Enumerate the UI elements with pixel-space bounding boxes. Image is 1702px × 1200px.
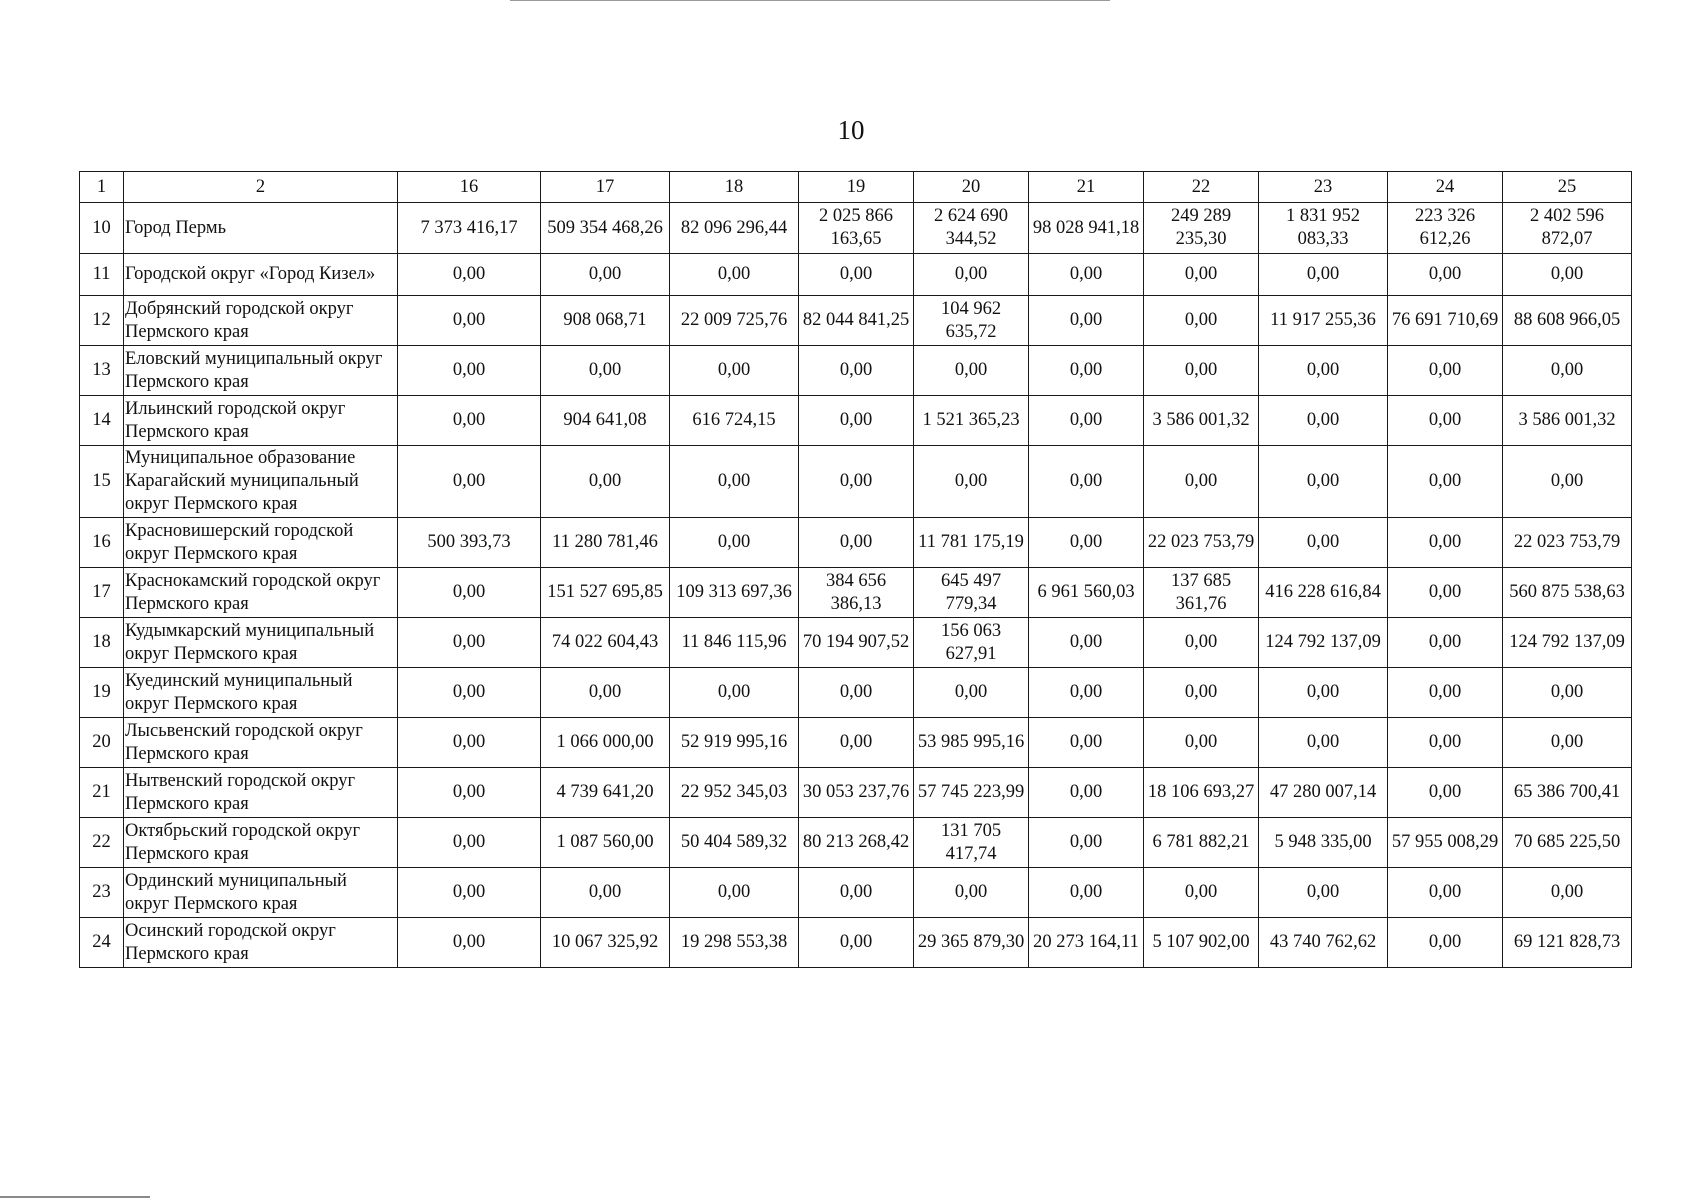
- value-cell: 0,00: [1029, 668, 1144, 718]
- value-cell: 560 875 538,63: [1503, 568, 1632, 618]
- table-row: [80, 396, 1632, 446]
- value-cell: 1 087 560,00: [541, 818, 670, 868]
- row-number-cell: 20: [80, 718, 124, 768]
- value-cell: 0,00: [670, 254, 799, 296]
- value-cell: 0,00: [398, 768, 541, 818]
- value-cell: 0,00: [670, 868, 799, 918]
- table-body: [80, 203, 1632, 968]
- value-cell: 18 106 693,27: [1144, 768, 1259, 818]
- value-cell: 0,00: [398, 346, 541, 396]
- value-cell: 0,00: [670, 446, 799, 518]
- value-cell: 43 740 762,62: [1259, 918, 1388, 968]
- value-cell: 1 831 952 083,33: [1259, 203, 1388, 254]
- value-cell: 0,00: [1259, 668, 1388, 718]
- row-number-cell: 21: [80, 768, 124, 818]
- value-cell: 0,00: [1144, 446, 1259, 518]
- value-cell: 0,00: [1144, 868, 1259, 918]
- value-cell: 0,00: [1259, 518, 1388, 568]
- value-cell: 509 354 468,26: [541, 203, 670, 254]
- value-cell: 0,00: [799, 446, 914, 518]
- value-cell: 22 952 345,03: [670, 768, 799, 818]
- value-cell: 0,00: [398, 618, 541, 668]
- municipality-name-cell: Ильинский городской округ Пермского края: [124, 396, 398, 446]
- value-cell: 6 781 882,21: [1144, 818, 1259, 868]
- value-cell: 616 724,15: [670, 396, 799, 446]
- municipality-name-cell: Кудымкарский муниципальный округ Пермского края: [124, 618, 398, 668]
- value-cell: 908 068,71: [541, 296, 670, 346]
- value-cell: 2 402 596 872,07: [1503, 203, 1632, 254]
- municipality-name-cell: Лысьвенский городской округ Пермского края: [124, 718, 398, 768]
- value-cell: 50 404 589,32: [670, 818, 799, 868]
- value-cell: 0,00: [1144, 254, 1259, 296]
- value-cell: 0,00: [1388, 518, 1503, 568]
- value-cell: 69 121 828,73: [1503, 918, 1632, 968]
- value-cell: 0,00: [670, 518, 799, 568]
- value-cell: 0,00: [670, 346, 799, 396]
- value-cell: 0,00: [1259, 718, 1388, 768]
- value-cell: 30 053 237,76: [799, 768, 914, 818]
- value-cell: 0,00: [1029, 718, 1144, 768]
- value-cell: 1 066 000,00: [541, 718, 670, 768]
- value-cell: 2 025 866 163,65: [799, 203, 914, 254]
- row-number-cell: 17: [80, 568, 124, 618]
- value-cell: 0,00: [1388, 768, 1503, 818]
- column-header: 1: [80, 172, 124, 203]
- table-row: [80, 254, 1632, 296]
- value-cell: 0,00: [1388, 918, 1503, 968]
- value-cell: 5 107 902,00: [1144, 918, 1259, 968]
- value-cell: 0,00: [541, 446, 670, 518]
- value-cell: 57 745 223,99: [914, 768, 1029, 818]
- value-cell: 0,00: [799, 918, 914, 968]
- value-cell: 0,00: [1029, 296, 1144, 346]
- value-cell: 53 985 995,16: [914, 718, 1029, 768]
- column-header: 19: [799, 172, 914, 203]
- value-cell: 0,00: [1029, 446, 1144, 518]
- value-cell: 0,00: [670, 668, 799, 718]
- column-header: 16: [398, 172, 541, 203]
- value-cell: 0,00: [398, 296, 541, 346]
- municipality-name-cell: Ординский муниципальный округ Пермского края: [124, 868, 398, 918]
- municipality-name-cell: Еловский муниципальный округ Пермского края: [124, 346, 398, 396]
- row-number-cell: 10: [80, 203, 124, 254]
- value-cell: 131 705 417,74: [914, 818, 1029, 868]
- value-cell: 47 280 007,14: [1259, 768, 1388, 818]
- value-cell: 0,00: [1503, 718, 1632, 768]
- value-cell: 11 280 781,46: [541, 518, 670, 568]
- value-cell: 0,00: [398, 446, 541, 518]
- row-number-cell: 19: [80, 668, 124, 718]
- value-cell: 0,00: [398, 568, 541, 618]
- municipality-name-cell: Красновишерский городской округ Пермского края: [124, 518, 398, 568]
- table-row: [80, 203, 1632, 254]
- value-cell: 0,00: [1029, 346, 1144, 396]
- table-row: [80, 346, 1632, 396]
- table-row: [80, 296, 1632, 346]
- value-cell: 384 656 386,13: [799, 568, 914, 618]
- value-cell: 109 313 697,36: [670, 568, 799, 618]
- value-cell: 19 298 553,38: [670, 918, 799, 968]
- value-cell: 0,00: [398, 254, 541, 296]
- municipality-name-cell: Краснокамский городской округ Пермского края: [124, 568, 398, 618]
- value-cell: 1 521 365,23: [914, 396, 1029, 446]
- column-header: 18: [670, 172, 799, 203]
- value-cell: 0,00: [1029, 518, 1144, 568]
- value-cell: 137 685 361,76: [1144, 568, 1259, 618]
- table-row: [80, 868, 1632, 918]
- column-header: 2: [124, 172, 398, 203]
- data-table: [79, 171, 1632, 968]
- value-cell: 70 194 907,52: [799, 618, 914, 668]
- municipality-name-cell: Город Пермь: [124, 203, 398, 254]
- value-cell: 249 289 235,30: [1144, 203, 1259, 254]
- value-cell: 6 961 560,03: [1029, 568, 1144, 618]
- municipality-name-cell: Муниципальное образование Карагайский муниципальный округ Пермского края: [124, 446, 398, 518]
- header-row: [80, 172, 1632, 203]
- row-number-cell: 15: [80, 446, 124, 518]
- value-cell: 0,00: [914, 254, 1029, 296]
- value-cell: 0,00: [1503, 346, 1632, 396]
- value-cell: 0,00: [1029, 818, 1144, 868]
- value-cell: 0,00: [1503, 868, 1632, 918]
- value-cell: 10 067 325,92: [541, 918, 670, 968]
- value-cell: 0,00: [1388, 568, 1503, 618]
- value-cell: 0,00: [1503, 254, 1632, 296]
- value-cell: 20 273 164,11: [1029, 918, 1144, 968]
- value-cell: 11 846 115,96: [670, 618, 799, 668]
- value-cell: 0,00: [541, 346, 670, 396]
- value-cell: 98 028 941,18: [1029, 203, 1144, 254]
- value-cell: 904 641,08: [541, 396, 670, 446]
- value-cell: 416 228 616,84: [1259, 568, 1388, 618]
- row-number-cell: 24: [80, 918, 124, 968]
- value-cell: 0,00: [1259, 868, 1388, 918]
- value-cell: 80 213 268,42: [799, 818, 914, 868]
- value-cell: 0,00: [1029, 396, 1144, 446]
- value-cell: 11 917 255,36: [1259, 296, 1388, 346]
- table-row: [80, 668, 1632, 718]
- municipality-name-cell: Осинский городской округ Пермского края: [124, 918, 398, 968]
- value-cell: 0,00: [1259, 446, 1388, 518]
- value-cell: 4 739 641,20: [541, 768, 670, 818]
- value-cell: 65 386 700,41: [1503, 768, 1632, 818]
- column-header: 24: [1388, 172, 1503, 203]
- value-cell: 151 527 695,85: [541, 568, 670, 618]
- value-cell: 0,00: [1029, 768, 1144, 818]
- page-number: 10: [837, 115, 865, 145]
- value-cell: 0,00: [1259, 254, 1388, 296]
- column-header: 21: [1029, 172, 1144, 203]
- value-cell: 0,00: [1144, 618, 1259, 668]
- value-cell: 22 009 725,76: [670, 296, 799, 346]
- value-cell: 0,00: [799, 346, 914, 396]
- value-cell: 3 586 001,32: [1503, 396, 1632, 446]
- value-cell: 0,00: [1388, 254, 1503, 296]
- value-cell: 82 096 296,44: [670, 203, 799, 254]
- row-number-cell: 16: [80, 518, 124, 568]
- table-row: [80, 918, 1632, 968]
- scan-bottom-rule: [0, 1196, 150, 1198]
- column-header: 25: [1503, 172, 1632, 203]
- value-cell: 11 781 175,19: [914, 518, 1029, 568]
- value-cell: 0,00: [398, 818, 541, 868]
- value-cell: 5 948 335,00: [1259, 818, 1388, 868]
- value-cell: 104 962 635,72: [914, 296, 1029, 346]
- value-cell: 0,00: [1144, 668, 1259, 718]
- value-cell: 0,00: [541, 868, 670, 918]
- value-cell: 0,00: [1388, 446, 1503, 518]
- value-cell: 7 373 416,17: [398, 203, 541, 254]
- value-cell: 2 624 690 344,52: [914, 203, 1029, 254]
- row-number-cell: 13: [80, 346, 124, 396]
- value-cell: 0,00: [799, 396, 914, 446]
- table-row: [80, 718, 1632, 768]
- value-cell: 0,00: [1144, 296, 1259, 346]
- value-cell: 70 685 225,50: [1503, 818, 1632, 868]
- value-cell: 0,00: [1029, 254, 1144, 296]
- value-cell: 0,00: [398, 918, 541, 968]
- row-number-cell: 11: [80, 254, 124, 296]
- column-header: 20: [914, 172, 1029, 203]
- value-cell: 0,00: [799, 718, 914, 768]
- value-cell: 156 063 627,91: [914, 618, 1029, 668]
- value-cell: 0,00: [799, 868, 914, 918]
- value-cell: 0,00: [1259, 396, 1388, 446]
- value-cell: 0,00: [1503, 446, 1632, 518]
- value-cell: 645 497 779,34: [914, 568, 1029, 618]
- row-number-cell: 18: [80, 618, 124, 668]
- column-header: 22: [1144, 172, 1259, 203]
- row-number-cell: 23: [80, 868, 124, 918]
- value-cell: 0,00: [914, 668, 1029, 718]
- row-number-cell: 22: [80, 818, 124, 868]
- row-number-cell: 14: [80, 396, 124, 446]
- value-cell: 124 792 137,09: [1259, 618, 1388, 668]
- value-cell: 57 955 008,29: [1388, 818, 1503, 868]
- municipality-name-cell: Октябрьский городской округ Пермского края: [124, 818, 398, 868]
- value-cell: 3 586 001,32: [1144, 396, 1259, 446]
- value-cell: 0,00: [914, 346, 1029, 396]
- value-cell: 0,00: [1029, 618, 1144, 668]
- value-cell: 0,00: [398, 668, 541, 718]
- table-header: [80, 172, 1632, 203]
- value-cell: 0,00: [1029, 868, 1144, 918]
- value-cell: 0,00: [799, 254, 914, 296]
- value-cell: 0,00: [541, 254, 670, 296]
- value-cell: 0,00: [914, 446, 1029, 518]
- column-header: 17: [541, 172, 670, 203]
- value-cell: 0,00: [1388, 396, 1503, 446]
- value-cell: 0,00: [1503, 668, 1632, 718]
- table-row: [80, 818, 1632, 868]
- value-cell: 0,00: [1388, 868, 1503, 918]
- table-row: [80, 618, 1632, 668]
- value-cell: 76 691 710,69: [1388, 296, 1503, 346]
- value-cell: 0,00: [1388, 718, 1503, 768]
- value-cell: 0,00: [398, 868, 541, 918]
- value-cell: 0,00: [799, 668, 914, 718]
- municipality-name-cell: Нытвенский городской округ Пермского края: [124, 768, 398, 818]
- value-cell: 223 326 612,26: [1388, 203, 1503, 254]
- value-cell: 0,00: [398, 718, 541, 768]
- value-cell: 52 919 995,16: [670, 718, 799, 768]
- value-cell: 82 044 841,25: [799, 296, 914, 346]
- municipality-name-cell: Куединский муниципальный округ Пермского края: [124, 668, 398, 718]
- table-row: [80, 446, 1632, 518]
- value-cell: 74 022 604,43: [541, 618, 670, 668]
- value-cell: 0,00: [1388, 668, 1503, 718]
- value-cell: 0,00: [799, 518, 914, 568]
- value-cell: 22 023 753,79: [1503, 518, 1632, 568]
- municipality-name-cell: Добрянский городской округ Пермского края: [124, 296, 398, 346]
- table-row: [80, 768, 1632, 818]
- value-cell: 88 608 966,05: [1503, 296, 1632, 346]
- value-cell: 0,00: [1259, 346, 1388, 396]
- value-cell: 0,00: [1388, 618, 1503, 668]
- value-cell: 0,00: [1144, 346, 1259, 396]
- table-row: [80, 568, 1632, 618]
- value-cell: 0,00: [541, 668, 670, 718]
- value-cell: 124 792 137,09: [1503, 618, 1632, 668]
- column-header: 23: [1259, 172, 1388, 203]
- value-cell: 22 023 753,79: [1144, 518, 1259, 568]
- scan-top-rule: [510, 0, 1110, 1]
- row-number-cell: 12: [80, 296, 124, 346]
- municipality-name-cell: Городской округ «Город Кизел»: [124, 254, 398, 296]
- value-cell: 29 365 879,30: [914, 918, 1029, 968]
- table-row: [80, 518, 1632, 568]
- value-cell: 0,00: [1388, 346, 1503, 396]
- value-cell: 500 393,73: [398, 518, 541, 568]
- value-cell: 0,00: [914, 868, 1029, 918]
- value-cell: 0,00: [398, 396, 541, 446]
- value-cell: 0,00: [1144, 718, 1259, 768]
